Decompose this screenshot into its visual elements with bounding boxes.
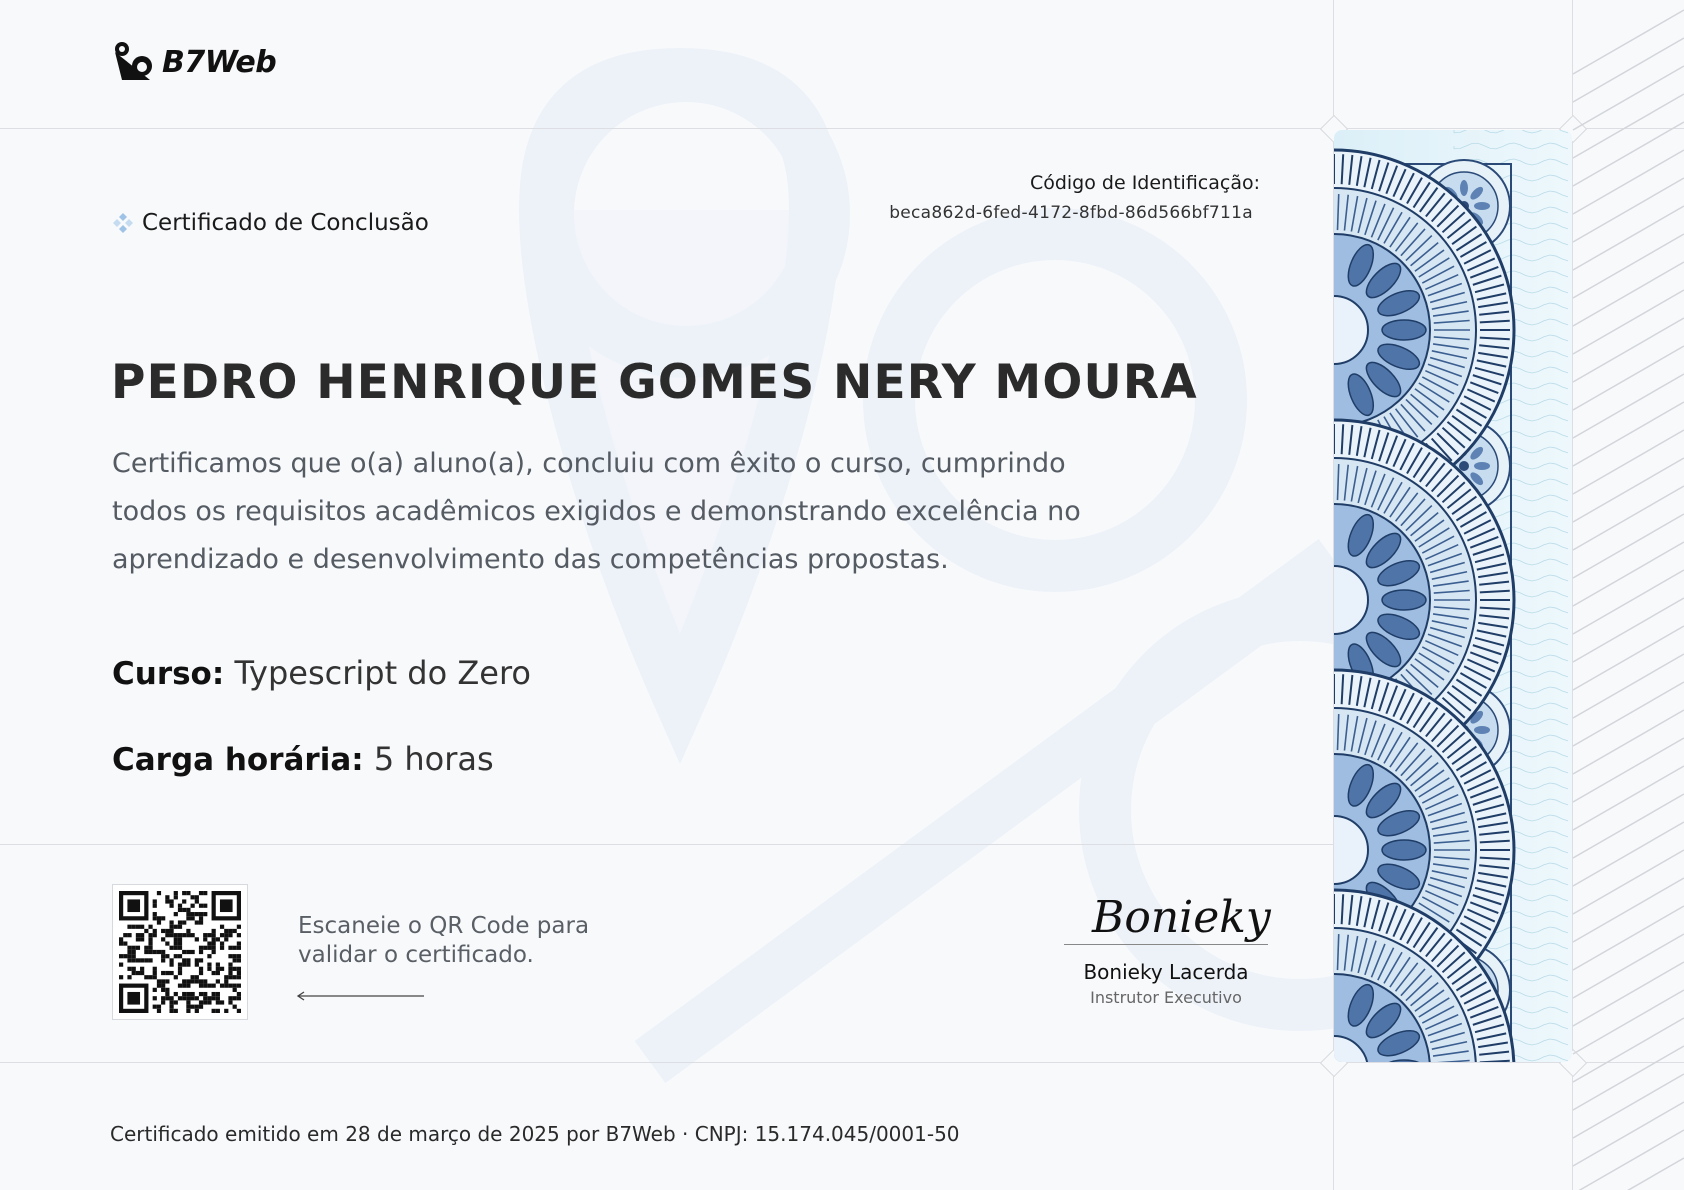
id-value: beca862d-6fed-4172-8fbd-86d566bf711a — [889, 203, 1253, 223]
logo-text: B7Web — [162, 44, 277, 80]
hours-row — [112, 740, 494, 778]
hours-label: Carga horária: — [112, 742, 364, 778]
diamond-cluster-icon — [112, 212, 134, 234]
signer-name: Bonieky Lacerda — [1083, 960, 1249, 984]
footer-divider — [0, 1062, 1684, 1063]
arrow-left-icon — [296, 990, 426, 1002]
qr-text-line1: Escaneie o QR Code para — [298, 913, 590, 939]
id-label: Código de Identificação: — [1029, 172, 1260, 194]
decorative-mandala-band — [1334, 130, 1572, 1062]
certificate-type-label: Certificado de Conclusão — [142, 210, 429, 236]
student-name: PEDRO HENRIQUE GOMES NERY MOURA — [111, 355, 1198, 410]
signature-line — [1064, 944, 1268, 945]
footer-text: Certificado emitido em 28 de março de 2025 por B7Web · CNPJ: 15.174.045/0001-50 — [110, 1122, 960, 1146]
handwritten-signature — [1090, 890, 1271, 950]
certificate-description: Certificamos que o(a) aluno(a), concluiu com êxito o curso, cumprindo todos os requisitos acadêmicos exigidos e demonstrando excelência no aprendizado e desenvolvimento das competências propostas. — [112, 448, 1081, 575]
diagonal-hatch-pattern — [1573, 130, 1684, 1062]
course-row — [112, 654, 531, 692]
course-label: Curso: — [112, 656, 225, 692]
signer-role: Instrutor Executivo — [1090, 988, 1242, 1007]
qr-code[interactable] — [112, 884, 248, 1020]
header-divider — [0, 128, 1684, 129]
qr-instructions — [298, 912, 589, 970]
course-value: Typescript do Zero — [234, 654, 531, 692]
brand-logo — [112, 40, 276, 84]
qr-code-pattern — [119, 891, 241, 1013]
hours-value: 5 horas — [373, 740, 494, 778]
certificate-type — [112, 210, 429, 236]
b7web-logo-icon — [112, 40, 158, 84]
qr-text-line2: validar o certificado. — [298, 942, 534, 968]
svg-text:Bonieky: Bonieky — [1092, 892, 1271, 943]
footer-top-divider — [0, 844, 1334, 845]
